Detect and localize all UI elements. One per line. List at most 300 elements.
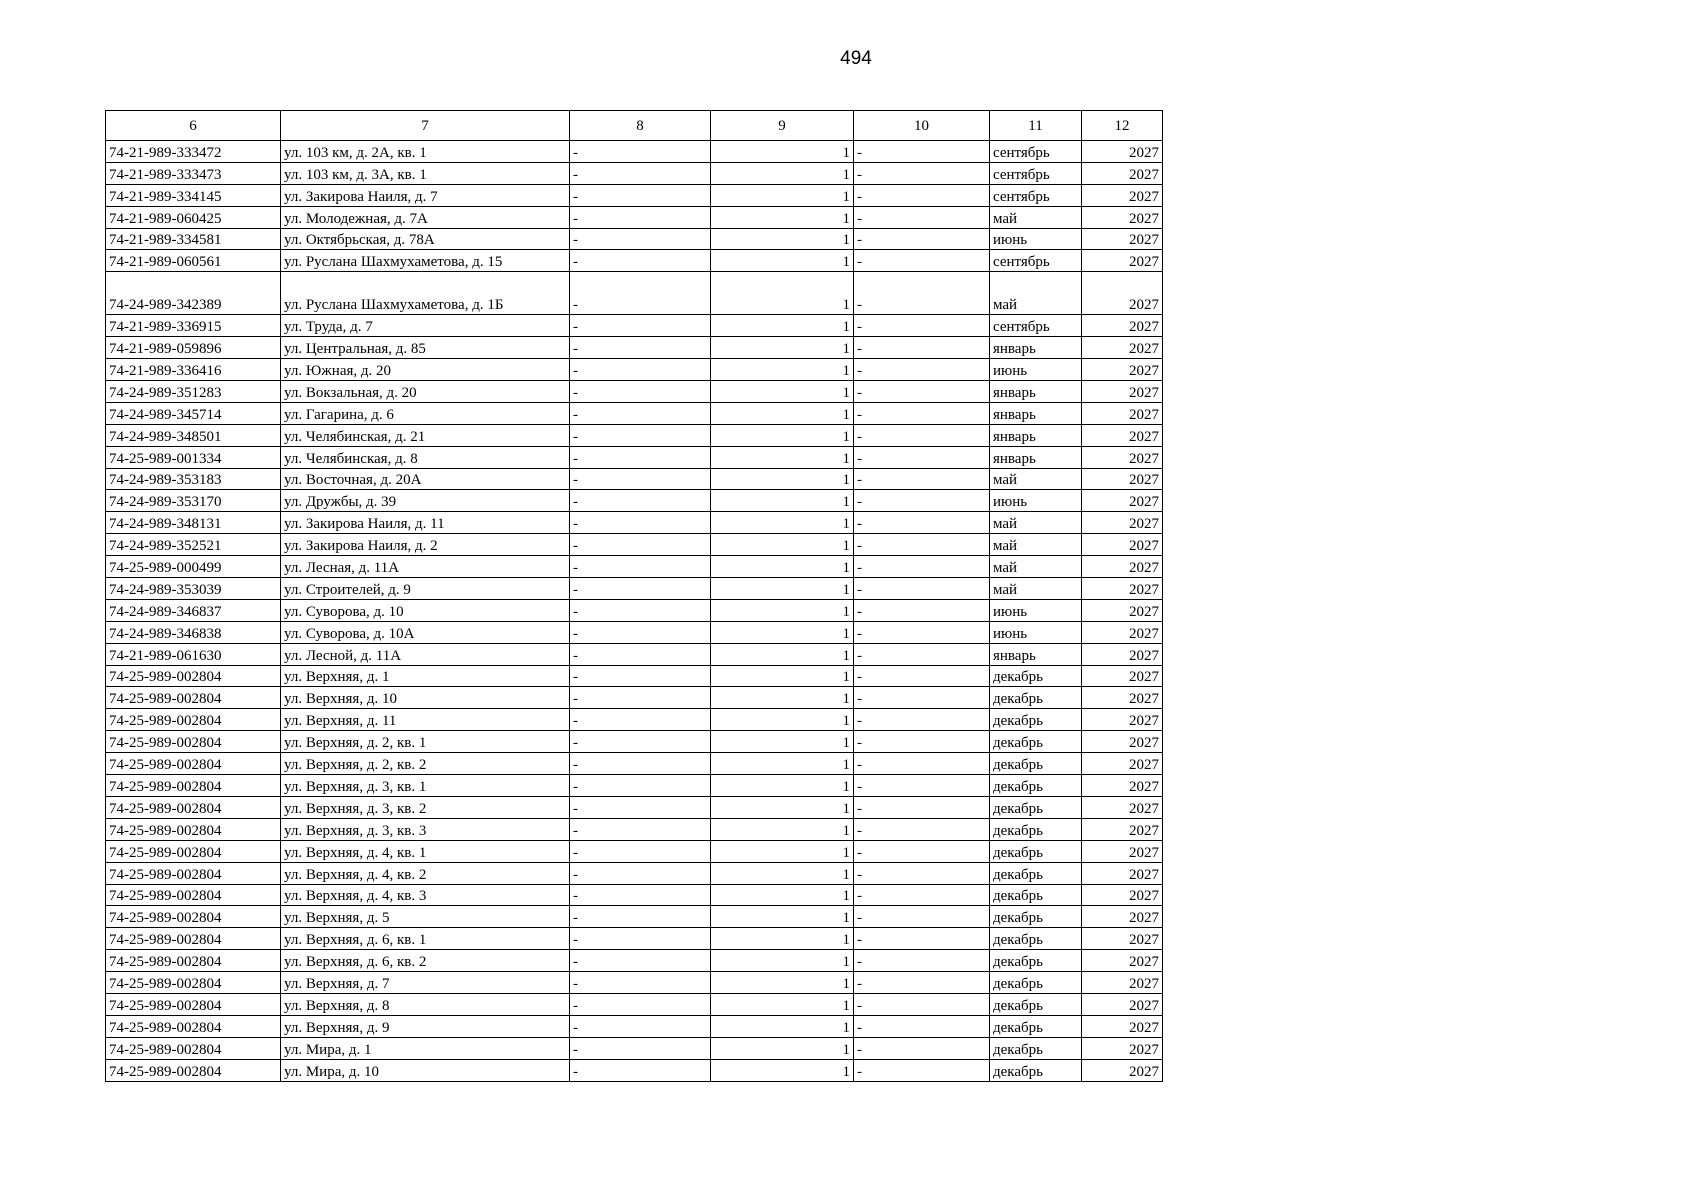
- address-cell: ул. 103 км, д. 2А, кв. 1: [281, 141, 570, 163]
- quantity-cell: 1: [711, 534, 854, 556]
- year-cell: 2027: [1082, 709, 1163, 731]
- address-cell: ул. Суворова, д. 10: [281, 599, 570, 621]
- col-10-value-cell: -: [854, 315, 990, 337]
- year-cell: 2027: [1082, 621, 1163, 643]
- address-cell: ул. Труда, д. 7: [281, 315, 570, 337]
- col-10-value-cell: -: [854, 184, 990, 206]
- quantity-cell: 1: [711, 512, 854, 534]
- month-cell: декабрь: [990, 840, 1082, 862]
- table-row: [106, 228, 1163, 250]
- cadastral-number-cell: 74-25-989-000499: [106, 556, 281, 578]
- month-cell: декабрь: [990, 1059, 1082, 1081]
- quantity-cell: 1: [711, 556, 854, 578]
- table-row: [106, 1059, 1163, 1081]
- col-10-value-cell: -: [854, 534, 990, 556]
- year-cell: 2027: [1082, 796, 1163, 818]
- address-cell: ул. Лесной, д. 11А: [281, 643, 570, 665]
- table-row: [106, 665, 1163, 687]
- col-8-value-cell: -: [570, 950, 711, 972]
- month-cell: декабрь: [990, 818, 1082, 840]
- cadastral-number-cell: 74-21-989-060425: [106, 206, 281, 228]
- month-cell: май: [990, 512, 1082, 534]
- quantity-cell: 1: [711, 599, 854, 621]
- col-8-value-cell: -: [570, 972, 711, 994]
- month-cell: июнь: [990, 621, 1082, 643]
- year-cell: 2027: [1082, 337, 1163, 359]
- quantity-cell: 1: [711, 250, 854, 272]
- address-cell: ул. Верхняя, д. 4, кв. 3: [281, 884, 570, 906]
- col-10-value-cell: -: [854, 731, 990, 753]
- cadastral-number-cell: 74-25-989-002804: [106, 993, 281, 1015]
- year-cell: 2027: [1082, 950, 1163, 972]
- col-10-value-cell: -: [854, 1015, 990, 1037]
- col-8-value-cell: -: [570, 709, 711, 731]
- col-10-value-cell: -: [854, 446, 990, 468]
- address-cell: ул. Центральная, д. 85: [281, 337, 570, 359]
- year-cell: 2027: [1082, 993, 1163, 1015]
- month-cell: декабрь: [990, 796, 1082, 818]
- quantity-cell: 1: [711, 621, 854, 643]
- column-header-9: 9: [711, 111, 854, 141]
- table-row: [106, 796, 1163, 818]
- address-cell: ул. Верхняя, д. 2, кв. 2: [281, 753, 570, 775]
- quantity-cell: 1: [711, 972, 854, 994]
- month-cell: декабрь: [990, 1037, 1082, 1059]
- table-header: [106, 111, 1163, 141]
- year-cell: 2027: [1082, 556, 1163, 578]
- col-10-value-cell: -: [854, 665, 990, 687]
- month-cell: январь: [990, 402, 1082, 424]
- quantity-cell: 1: [711, 906, 854, 928]
- table-row: [106, 578, 1163, 600]
- year-cell: 2027: [1082, 424, 1163, 446]
- table-row: [106, 272, 1163, 315]
- table-row: [106, 840, 1163, 862]
- table-row: [106, 709, 1163, 731]
- col-10-value-cell: -: [854, 512, 990, 534]
- table-row: [106, 884, 1163, 906]
- table-row: [106, 972, 1163, 994]
- col-10-value-cell: -: [854, 250, 990, 272]
- header-row: [106, 111, 1163, 141]
- col-8-value-cell: -: [570, 446, 711, 468]
- col-10-value-cell: -: [854, 775, 990, 797]
- month-cell: январь: [990, 337, 1082, 359]
- table-row: [106, 731, 1163, 753]
- col-10-value-cell: -: [854, 490, 990, 512]
- table-row: [106, 775, 1163, 797]
- address-cell: ул. Дружбы, д. 39: [281, 490, 570, 512]
- quantity-cell: 1: [711, 775, 854, 797]
- cadastral-number-cell: 74-24-989-351283: [106, 381, 281, 403]
- cadastral-number-cell: 74-21-989-336416: [106, 359, 281, 381]
- col-10-value-cell: -: [854, 337, 990, 359]
- table-row: [106, 906, 1163, 928]
- col-8-value-cell: -: [570, 250, 711, 272]
- address-cell: ул. Верхняя, д. 6, кв. 2: [281, 950, 570, 972]
- column-header-7: 7: [281, 111, 570, 141]
- table-row: [106, 337, 1163, 359]
- month-cell: май: [990, 468, 1082, 490]
- table-row: [106, 141, 1163, 163]
- month-cell: сентябрь: [990, 315, 1082, 337]
- cadastral-number-cell: 74-24-989-346838: [106, 621, 281, 643]
- col-10-value-cell: -: [854, 687, 990, 709]
- col-10-value-cell: -: [854, 906, 990, 928]
- year-cell: 2027: [1082, 315, 1163, 337]
- quantity-cell: 1: [711, 402, 854, 424]
- month-cell: декабрь: [990, 972, 1082, 994]
- year-cell: 2027: [1082, 512, 1163, 534]
- quantity-cell: 1: [711, 796, 854, 818]
- column-header-8: 8: [570, 111, 711, 141]
- month-cell: июнь: [990, 228, 1082, 250]
- address-cell: ул. Верхняя, д. 9: [281, 1015, 570, 1037]
- quantity-cell: 1: [711, 665, 854, 687]
- cadastral-number-cell: 74-24-989-345714: [106, 402, 281, 424]
- address-cell: ул. Верхняя, д. 4, кв. 2: [281, 862, 570, 884]
- quantity-cell: 1: [711, 162, 854, 184]
- col-8-value-cell: -: [570, 731, 711, 753]
- cadastral-number-cell: 74-25-989-002804: [106, 840, 281, 862]
- address-cell: ул. Верхняя, д. 4, кв. 1: [281, 840, 570, 862]
- year-cell: 2027: [1082, 228, 1163, 250]
- col-8-value-cell: -: [570, 534, 711, 556]
- year-cell: 2027: [1082, 359, 1163, 381]
- quantity-cell: 1: [711, 228, 854, 250]
- col-10-value-cell: -: [854, 884, 990, 906]
- address-cell: ул. Верхняя, д. 1: [281, 665, 570, 687]
- col-8-value-cell: -: [570, 643, 711, 665]
- address-cell: ул. Челябинская, д. 8: [281, 446, 570, 468]
- col-10-value-cell: -: [854, 643, 990, 665]
- month-cell: май: [990, 578, 1082, 600]
- cadastral-number-cell: 74-25-989-002804: [106, 753, 281, 775]
- address-cell: ул. Верхняя, д. 5: [281, 906, 570, 928]
- col-10-value-cell: -: [854, 381, 990, 403]
- col-8-value-cell: -: [570, 141, 711, 163]
- cadastral-number-cell: 74-24-989-353039: [106, 578, 281, 600]
- year-cell: 2027: [1082, 665, 1163, 687]
- cadastral-number-cell: 74-25-989-002804: [106, 818, 281, 840]
- col-8-value-cell: -: [570, 1015, 711, 1037]
- address-cell: ул. Верхняя, д. 2, кв. 1: [281, 731, 570, 753]
- col-10-value-cell: -: [854, 840, 990, 862]
- year-cell: 2027: [1082, 840, 1163, 862]
- cadastral-number-cell: 74-25-989-002804: [106, 928, 281, 950]
- col-10-value-cell: -: [854, 402, 990, 424]
- year-cell: 2027: [1082, 731, 1163, 753]
- quantity-cell: 1: [711, 315, 854, 337]
- month-cell: сентябрь: [990, 162, 1082, 184]
- col-8-value-cell: -: [570, 512, 711, 534]
- cadastral-number-cell: 74-25-989-001334: [106, 446, 281, 468]
- table-row: [106, 381, 1163, 403]
- col-8-value-cell: -: [570, 665, 711, 687]
- quantity-cell: 1: [711, 928, 854, 950]
- col-8-value-cell: -: [570, 840, 711, 862]
- cadastral-number-cell: 74-24-989-342389: [106, 272, 281, 315]
- table-row: [106, 687, 1163, 709]
- quantity-cell: 1: [711, 468, 854, 490]
- address-cell: ул. Верхняя, д. 11: [281, 709, 570, 731]
- quantity-cell: 1: [711, 687, 854, 709]
- table-row: [106, 315, 1163, 337]
- cadastral-number-cell: 74-25-989-002804: [106, 972, 281, 994]
- col-8-value-cell: -: [570, 315, 711, 337]
- address-cell: ул. Челябинская, д. 21: [281, 424, 570, 446]
- address-cell: ул. Суворова, д. 10А: [281, 621, 570, 643]
- table-row: [106, 993, 1163, 1015]
- year-cell: 2027: [1082, 775, 1163, 797]
- table-row: [106, 556, 1163, 578]
- table-row: [106, 818, 1163, 840]
- col-10-value-cell: -: [854, 272, 990, 315]
- cadastral-number-cell: 74-25-989-002804: [106, 862, 281, 884]
- month-cell: декабрь: [990, 884, 1082, 906]
- month-cell: январь: [990, 381, 1082, 403]
- quantity-cell: 1: [711, 424, 854, 446]
- column-header-12: 12: [1082, 111, 1163, 141]
- quantity-cell: 1: [711, 884, 854, 906]
- quantity-cell: 1: [711, 359, 854, 381]
- month-cell: май: [990, 534, 1082, 556]
- year-cell: 2027: [1082, 381, 1163, 403]
- address-cell: ул. Верхняя, д. 10: [281, 687, 570, 709]
- month-cell: май: [990, 556, 1082, 578]
- month-cell: декабрь: [990, 665, 1082, 687]
- month-cell: декабрь: [990, 950, 1082, 972]
- col-8-value-cell: -: [570, 599, 711, 621]
- year-cell: 2027: [1082, 972, 1163, 994]
- quantity-cell: 1: [711, 862, 854, 884]
- cadastral-number-cell: 74-21-989-333473: [106, 162, 281, 184]
- table-row: [106, 206, 1163, 228]
- address-cell: ул. Верхняя, д. 7: [281, 972, 570, 994]
- year-cell: 2027: [1082, 643, 1163, 665]
- year-cell: 2027: [1082, 906, 1163, 928]
- quantity-cell: 1: [711, 1037, 854, 1059]
- table-body: [106, 141, 1163, 1082]
- address-cell: ул. Южная, д. 20: [281, 359, 570, 381]
- address-cell: ул. Верхняя, д. 8: [281, 993, 570, 1015]
- col-10-value-cell: -: [854, 228, 990, 250]
- col-8-value-cell: -: [570, 578, 711, 600]
- table-row: [106, 534, 1163, 556]
- cadastral-number-cell: 74-24-989-353170: [106, 490, 281, 512]
- address-cell: ул. Октябрьская, д. 78А: [281, 228, 570, 250]
- month-cell: сентябрь: [990, 141, 1082, 163]
- col-8-value-cell: -: [570, 687, 711, 709]
- col-10-value-cell: -: [854, 862, 990, 884]
- table-row: [106, 643, 1163, 665]
- col-8-value-cell: -: [570, 862, 711, 884]
- year-cell: 2027: [1082, 402, 1163, 424]
- table-row: [106, 1015, 1163, 1037]
- month-cell: январь: [990, 446, 1082, 468]
- month-cell: декабрь: [990, 993, 1082, 1015]
- year-cell: 2027: [1082, 578, 1163, 600]
- table-row: [106, 928, 1163, 950]
- quantity-cell: 1: [711, 446, 854, 468]
- table-row: [106, 468, 1163, 490]
- month-cell: июнь: [990, 490, 1082, 512]
- cadastral-number-cell: 74-21-989-060561: [106, 250, 281, 272]
- quantity-cell: 1: [711, 950, 854, 972]
- cadastral-number-cell: 74-25-989-002804: [106, 884, 281, 906]
- col-10-value-cell: -: [854, 599, 990, 621]
- address-cell: ул. Руслана Шахмухаметова, д. 1Б: [281, 272, 570, 315]
- col-10-value-cell: -: [854, 162, 990, 184]
- cadastral-number-cell: 74-25-989-002804: [106, 1059, 281, 1081]
- col-10-value-cell: -: [854, 578, 990, 600]
- cadastral-number-cell: 74-21-989-059896: [106, 337, 281, 359]
- quantity-cell: 1: [711, 818, 854, 840]
- address-cell: ул. 103 км, д. 3А, кв. 1: [281, 162, 570, 184]
- col-8-value-cell: -: [570, 928, 711, 950]
- cadastral-number-cell: 74-24-989-348131: [106, 512, 281, 534]
- year-cell: 2027: [1082, 206, 1163, 228]
- col-8-value-cell: -: [570, 184, 711, 206]
- col-8-value-cell: -: [570, 424, 711, 446]
- col-8-value-cell: -: [570, 906, 711, 928]
- cadastral-number-cell: 74-25-989-002804: [106, 709, 281, 731]
- quantity-cell: 1: [711, 184, 854, 206]
- col-10-value-cell: -: [854, 468, 990, 490]
- month-cell: декабрь: [990, 687, 1082, 709]
- month-cell: декабрь: [990, 709, 1082, 731]
- quantity-cell: 1: [711, 643, 854, 665]
- cadastral-number-cell: 74-21-989-334145: [106, 184, 281, 206]
- table-row: [106, 490, 1163, 512]
- quantity-cell: 1: [711, 578, 854, 600]
- table-row: [106, 753, 1163, 775]
- col-8-value-cell: -: [570, 775, 711, 797]
- col-10-value-cell: -: [854, 753, 990, 775]
- col-10-value-cell: -: [854, 993, 990, 1015]
- quantity-cell: 1: [711, 490, 854, 512]
- address-cell: ул. Мира, д. 10: [281, 1059, 570, 1081]
- month-cell: сентябрь: [990, 250, 1082, 272]
- table-row: [106, 862, 1163, 884]
- quantity-cell: 1: [711, 272, 854, 315]
- year-cell: 2027: [1082, 534, 1163, 556]
- month-cell: июнь: [990, 359, 1082, 381]
- col-8-value-cell: -: [570, 818, 711, 840]
- table-row: [106, 599, 1163, 621]
- column-header-10: 10: [854, 111, 990, 141]
- quantity-cell: 1: [711, 1015, 854, 1037]
- col-10-value-cell: -: [854, 972, 990, 994]
- col-10-value-cell: -: [854, 206, 990, 228]
- address-cell: ул. Верхняя, д. 6, кв. 1: [281, 928, 570, 950]
- address-cell: ул. Руслана Шахмухаметова, д. 15: [281, 250, 570, 272]
- cadastral-number-cell: 74-25-989-002804: [106, 665, 281, 687]
- table-row: [106, 184, 1163, 206]
- table-row: [106, 424, 1163, 446]
- col-10-value-cell: -: [854, 359, 990, 381]
- col-10-value-cell: -: [854, 424, 990, 446]
- year-cell: 2027: [1082, 862, 1163, 884]
- col-8-value-cell: -: [570, 621, 711, 643]
- table-row: [106, 250, 1163, 272]
- col-8-value-cell: -: [570, 993, 711, 1015]
- quantity-cell: 1: [711, 141, 854, 163]
- year-cell: 2027: [1082, 928, 1163, 950]
- col-10-value-cell: -: [854, 950, 990, 972]
- quantity-cell: 1: [711, 993, 854, 1015]
- col-10-value-cell: -: [854, 556, 990, 578]
- month-cell: май: [990, 272, 1082, 315]
- col-8-value-cell: -: [570, 359, 711, 381]
- col-8-value-cell: -: [570, 490, 711, 512]
- table-row: [106, 162, 1163, 184]
- col-10-value-cell: -: [854, 818, 990, 840]
- table-row: [106, 621, 1163, 643]
- table-row: [106, 446, 1163, 468]
- address-cell: ул. Закирова Наиля, д. 11: [281, 512, 570, 534]
- month-cell: декабрь: [990, 731, 1082, 753]
- quantity-cell: 1: [711, 1059, 854, 1081]
- col-8-value-cell: -: [570, 381, 711, 403]
- col-10-value-cell: -: [854, 928, 990, 950]
- quantity-cell: 1: [711, 840, 854, 862]
- address-cell: ул. Вокзальная, д. 20: [281, 381, 570, 403]
- month-cell: декабрь: [990, 1015, 1082, 1037]
- address-cell: ул. Мира, д. 1: [281, 1037, 570, 1059]
- cadastral-number-cell: 74-24-989-352521: [106, 534, 281, 556]
- col-8-value-cell: -: [570, 884, 711, 906]
- year-cell: 2027: [1082, 1037, 1163, 1059]
- month-cell: июнь: [990, 599, 1082, 621]
- address-cell: ул. Восточная, д. 20А: [281, 468, 570, 490]
- quantity-cell: 1: [711, 381, 854, 403]
- address-cell: ул. Верхняя, д. 3, кв. 1: [281, 775, 570, 797]
- address-cell: ул. Лесная, д. 11А: [281, 556, 570, 578]
- col-8-value-cell: -: [570, 162, 711, 184]
- address-cell: ул. Закирова Наиля, д. 7: [281, 184, 570, 206]
- year-cell: 2027: [1082, 184, 1163, 206]
- month-cell: декабрь: [990, 928, 1082, 950]
- year-cell: 2027: [1082, 1015, 1163, 1037]
- address-cell: ул. Верхняя, д. 3, кв. 2: [281, 796, 570, 818]
- month-cell: декабрь: [990, 862, 1082, 884]
- year-cell: 2027: [1082, 468, 1163, 490]
- year-cell: 2027: [1082, 1059, 1163, 1081]
- year-cell: 2027: [1082, 490, 1163, 512]
- cadastral-number-cell: 74-24-989-348501: [106, 424, 281, 446]
- column-header-6: 6: [106, 111, 281, 141]
- col-8-value-cell: -: [570, 206, 711, 228]
- col-10-value-cell: -: [854, 709, 990, 731]
- table-row: [106, 1037, 1163, 1059]
- cadastral-number-cell: 74-25-989-002804: [106, 950, 281, 972]
- year-cell: 2027: [1082, 141, 1163, 163]
- col-8-value-cell: -: [570, 402, 711, 424]
- cadastral-number-cell: 74-25-989-002804: [106, 687, 281, 709]
- quantity-cell: 1: [711, 206, 854, 228]
- year-cell: 2027: [1082, 687, 1163, 709]
- col-10-value-cell: -: [854, 1037, 990, 1059]
- year-cell: 2027: [1082, 272, 1163, 315]
- month-cell: январь: [990, 643, 1082, 665]
- col-8-value-cell: -: [570, 272, 711, 315]
- month-cell: январь: [990, 424, 1082, 446]
- column-header-11: 11: [990, 111, 1082, 141]
- address-cell: ул. Закирова Наиля, д. 2: [281, 534, 570, 556]
- cadastral-number-cell: 74-25-989-002804: [106, 1015, 281, 1037]
- cadastral-number-cell: 74-24-989-346837: [106, 599, 281, 621]
